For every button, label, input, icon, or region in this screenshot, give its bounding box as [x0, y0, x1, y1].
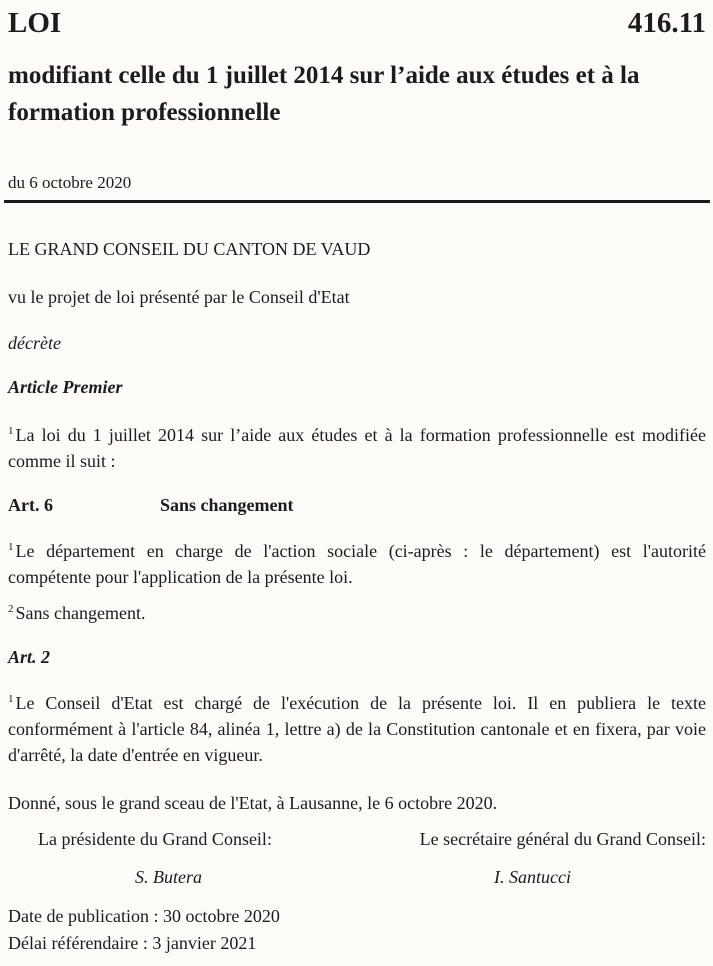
law-type: LOI [8, 7, 62, 39]
secretary-name: I. Santucci [494, 867, 571, 887]
art6-paragraph-1 [8, 538, 706, 590]
vu-line: vu le projet de loi présenté par le Conseil d'Etat [8, 287, 350, 307]
art6-heading [8, 492, 294, 518]
art2-paragraph [8, 690, 706, 768]
president-role: La présidente du Grand Conseil: [38, 829, 272, 849]
paragraph-text: Le Conseil d'Etat est chargé de l'exécution de la présente loi. Il en publiera le texte conformément à l'article 84, alinéa 1, lettre a) de la Constitution cantonale et en fixera, par voie d'arrêté, la date d'entrée en vigueur. [8, 693, 706, 765]
article-premier-heading: Article Premier [8, 377, 123, 397]
paragraph-number: 1 [8, 541, 14, 553]
paragraph-text: Le département en charge de l'action sociale (ci-après : le département) est l'autorité compétente pour l'application de la présente loi. [8, 541, 706, 587]
president-name: S. Butera [135, 867, 202, 887]
header-divider [4, 200, 710, 203]
paragraph-number: 1 [8, 693, 14, 705]
article-premier-paragraph [8, 422, 706, 474]
referendum-deadline: Délai référendaire : 3 janvier 2021 [8, 933, 257, 953]
paragraph-text: La loi du 1 juillet 2014 sur l’aide aux études et à la formation professionnelle est modifiée comme il suit : [8, 425, 706, 471]
art6-paragraph-2 [8, 600, 145, 626]
law-number: 416.11 [627, 7, 706, 39]
law-date: du 6 octobre 2020 [8, 173, 132, 192]
art2-heading: Art. 2 [8, 647, 51, 667]
paragraph-number: 2 [8, 603, 14, 615]
decrete-line: décrète [8, 333, 61, 353]
closing-line: Donné, sous le grand sceau de l'Etat, à Lausanne, le 6 octobre 2020. [8, 793, 498, 813]
authority-line: LE GRAND CONSEIL DU CANTON DE VAUD [8, 239, 371, 259]
art6-title: Sans changement [160, 495, 294, 515]
document-header [8, 6, 706, 40]
publication-date: Date de publication : 30 octobre 2020 [8, 906, 280, 926]
law-title: modifiant celle du 1 juillet 2014 sur l’aide aux études et à la formation professionnelle [8, 62, 640, 126]
paragraph-text: Sans changement. [15, 603, 146, 623]
art6-label: Art. 6 [8, 495, 53, 515]
paragraph-number: 1 [8, 425, 14, 437]
secretary-role: Le secrétaire général du Grand Conseil: [419, 829, 706, 849]
